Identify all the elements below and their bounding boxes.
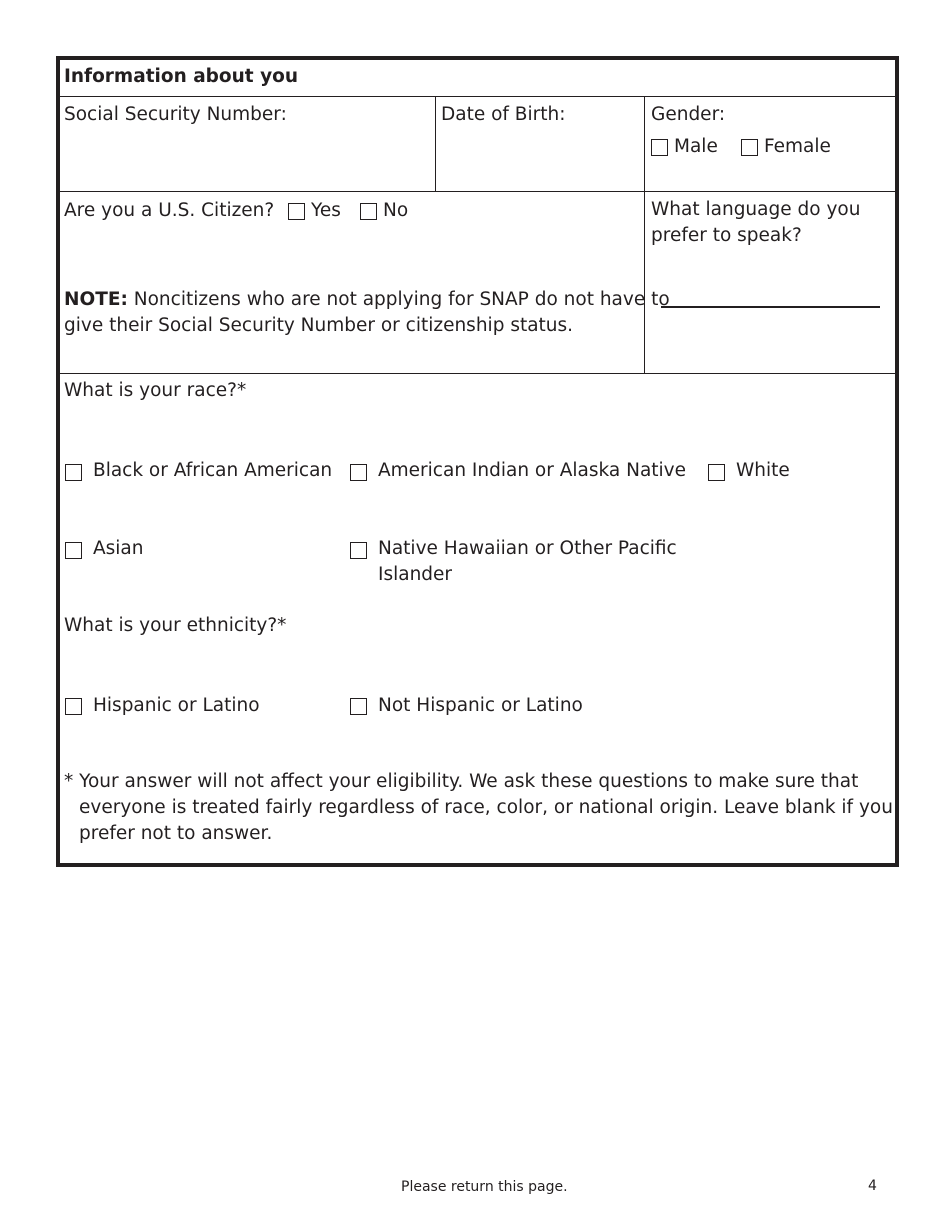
ethnicity-not-hispanic-checkbox[interactable] [350,698,367,715]
race-native-hawaiian-checkbox[interactable] [350,542,367,559]
race-asian-label: Asian [93,538,144,559]
gender-female-checkbox[interactable] [741,139,758,156]
disclaimer: * Your answer will not affect your eligibility. We ask these questions to make sure that [64,771,859,792]
divider [58,191,897,192]
language-input-line[interactable] [661,306,880,308]
divider [58,373,897,374]
citizen-yes-checkbox[interactable] [288,203,305,220]
language-question: prefer to speak? [651,225,802,246]
race-asian-checkbox[interactable] [65,542,82,559]
note-text: give their Social Security Number or citizenship status. [64,315,574,336]
race-american-indian-checkbox[interactable] [350,464,367,481]
race-black-label: Black or African American [93,460,333,481]
race-white-checkbox[interactable] [708,464,725,481]
ssn-label: Social Security Number: [64,104,287,125]
citizen-question: Are you a U.S. Citizen? [64,200,275,221]
citizen-no-checkbox[interactable] [360,203,377,220]
gender-label: Gender: [651,104,726,125]
disclaimer: prefer not to answer. [79,823,273,844]
gender-male-checkbox[interactable] [651,139,668,156]
race-black-checkbox[interactable] [65,464,82,481]
gender-male-label: Male [674,136,718,157]
divider [58,96,897,97]
note [64,287,670,313]
gender-female-label: Female [764,136,831,157]
citizen-yes-label: Yes [311,200,341,221]
divider [644,96,645,374]
disclaimer: everyone is treated fairly regardless of race, color, or national origin. Leave blank if you [79,797,893,818]
race-question: What is your race?* [64,380,247,401]
page-number: 4 [868,1178,877,1194]
dob-label: Date of Birth: [441,104,566,125]
race-american-indian-label: American Indian or Alaska Native [378,460,687,481]
race-native-hawaiian-label: Native Hawaiian or Other Pacific [378,538,677,559]
citizen-no-label: No [383,200,409,221]
ethnicity-not-hispanic-label: Not Hispanic or Latino [378,695,583,716]
ethnicity-hispanic-label: Hispanic or Latino [93,695,260,716]
language-question: What language do you [651,199,861,220]
return-note: Please return this page. [401,1179,568,1195]
ethnicity-question: What is your ethnicity?* [64,615,287,636]
section-title: Information about you [64,66,299,87]
race-white-label: White [736,460,790,481]
ethnicity-hispanic-checkbox[interactable] [65,698,82,715]
note-text: Noncitizens who are not applying for SNAP do not have to [133,289,670,310]
race-native-hawaiian-label: Islander [378,564,453,585]
divider [435,96,436,192]
note-label: NOTE: [64,289,128,310]
